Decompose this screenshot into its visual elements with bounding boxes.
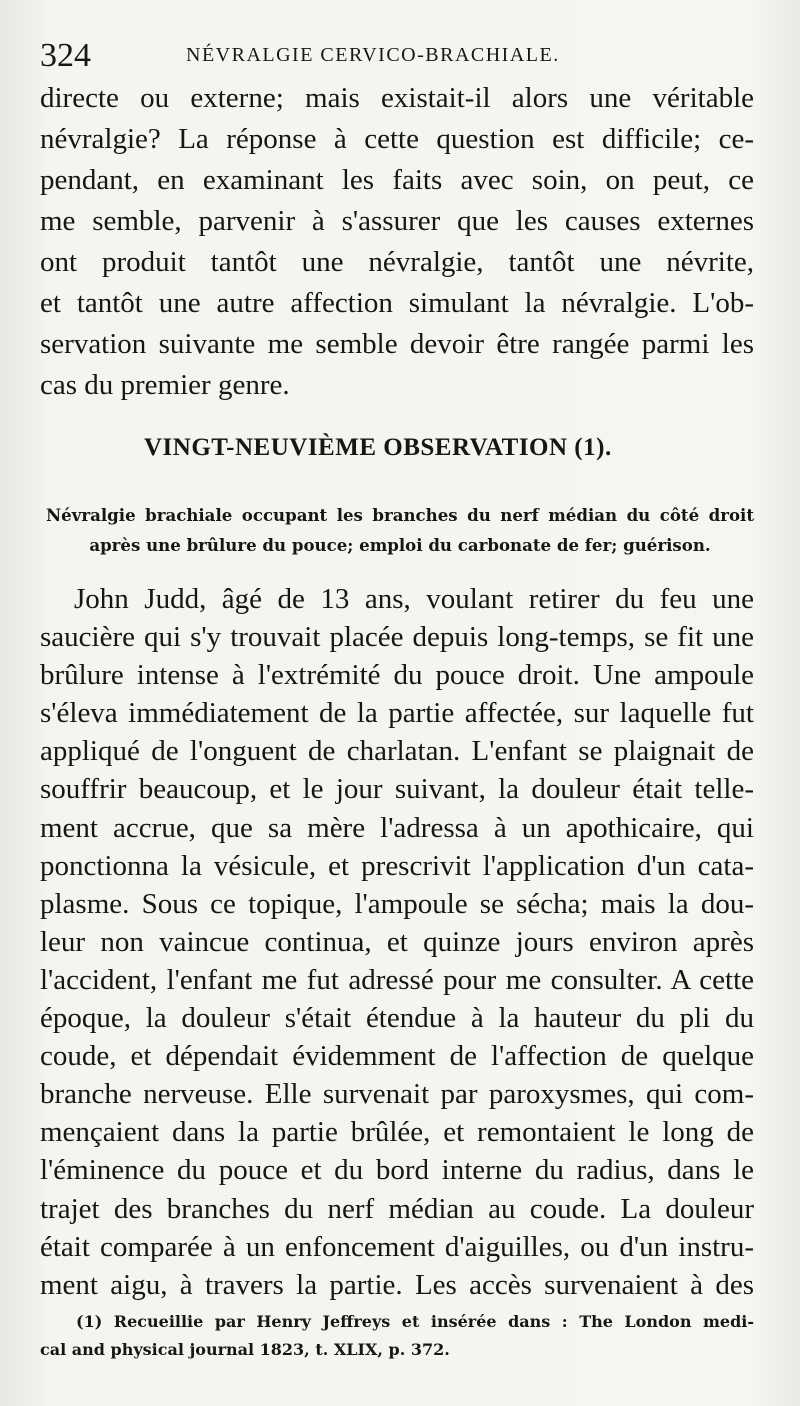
text-line: saucière qui s'y trouvait placée depuis long-temps, se fit une [40,621,754,654]
text-line: trajet des branches du nerf médian au coude. La douleur [40,1192,754,1225]
text-line: l'accident, l'enfant me fut adressé pour me consulter. A cette [40,963,754,996]
text-line: cas du premier genre. [40,369,290,401]
text-line: l'éminence du pouce et du bord interne du radius, dans le [40,1154,754,1187]
text-line: appliqué de l'onguent de charlatan. L'enfant se plaignait de [40,735,754,768]
text-line: souffrir beaucoup, et le jour suivant, la douleur était telle- [40,773,754,806]
summary-line: Névralgie brachiale occupant les branches du nerf médian du côté droit [46,505,754,525]
page-number: 324 [40,37,91,74]
paragraph-continued [40,78,754,406]
text-line: s'éleva immédiatement de la partie affectée, sur laquelle fut [40,697,754,730]
text-line: mençaient dans la partie brûlée, et remontaient le long de [40,1116,754,1149]
text-line: plasme. Sous ce topique, l'ampoule se sécha; mais la dou- [40,887,754,920]
text-line: John Judd, âgé de 13 ans, voulant retirer du feu une [74,583,754,615]
text-line: époque, la douleur s'était étendue à la hauteur du pli du [40,1002,754,1035]
text-line: ment accrue, que sa mère l'adressa à un apothicaire, qui [40,811,754,844]
text-line: branche nerveuse. Elle survenait par paroxysmes, qui com- [40,1078,754,1111]
text-line: servation suivante me semble devoir être rangée parmi les [40,328,754,360]
text-line: névralgie? La réponse à cette question est difficile; ce- [40,123,754,155]
footnote [40,1308,754,1364]
text-line: ont produit tantôt une névralgie, tantôt une névrite, [40,246,754,278]
text-line: pendant, en examinant les faits avec soin, on peut, ce [40,164,754,196]
running-title: NÉVRALGIE CERVICO-BRACHIALE. [186,44,560,66]
footnote-line: cal and physical journal 1823, t. XLIX, p. 372. [40,1340,450,1359]
text-line: me semble, parvenir à s'assurer que les causes externes [40,205,754,237]
text-line: et tantôt une autre affection simulant la névralgie. L'ob- [40,287,754,319]
text-line: était comparée à un enfoncement d'aiguilles, ou d'un instru- [40,1230,754,1263]
section-title: VINGT-NEUVIÈME OBSERVATION (1). [144,434,612,461]
page-header [40,36,760,76]
text-line: brûlure intense à l'extrémité du pouce droit. Une ampoule [40,659,754,692]
summary-line: après une brûlure du pouce; emploi du carbonate de fer; guérison. [89,535,711,555]
observation-summary [46,500,754,560]
observation-paragraph [40,580,754,1304]
text-line: ponctionna la vésicule, et prescrivit l'application d'un cata- [40,849,754,882]
text-line: ment aigu, à travers la partie. Les accès survenaient à des [40,1268,754,1301]
footnote-line: (1) Recueillie par Henry Jeffreys et insérée dans : The London medi- [76,1312,754,1331]
text-line: directe ou externe; mais existait-il alors une véritable [40,82,754,114]
text-line: leur non vaincue continua, et quinze jours environ après [40,925,754,958]
text-line: coude, et dépendait évidemment de l'affection de quelque [40,1040,754,1073]
